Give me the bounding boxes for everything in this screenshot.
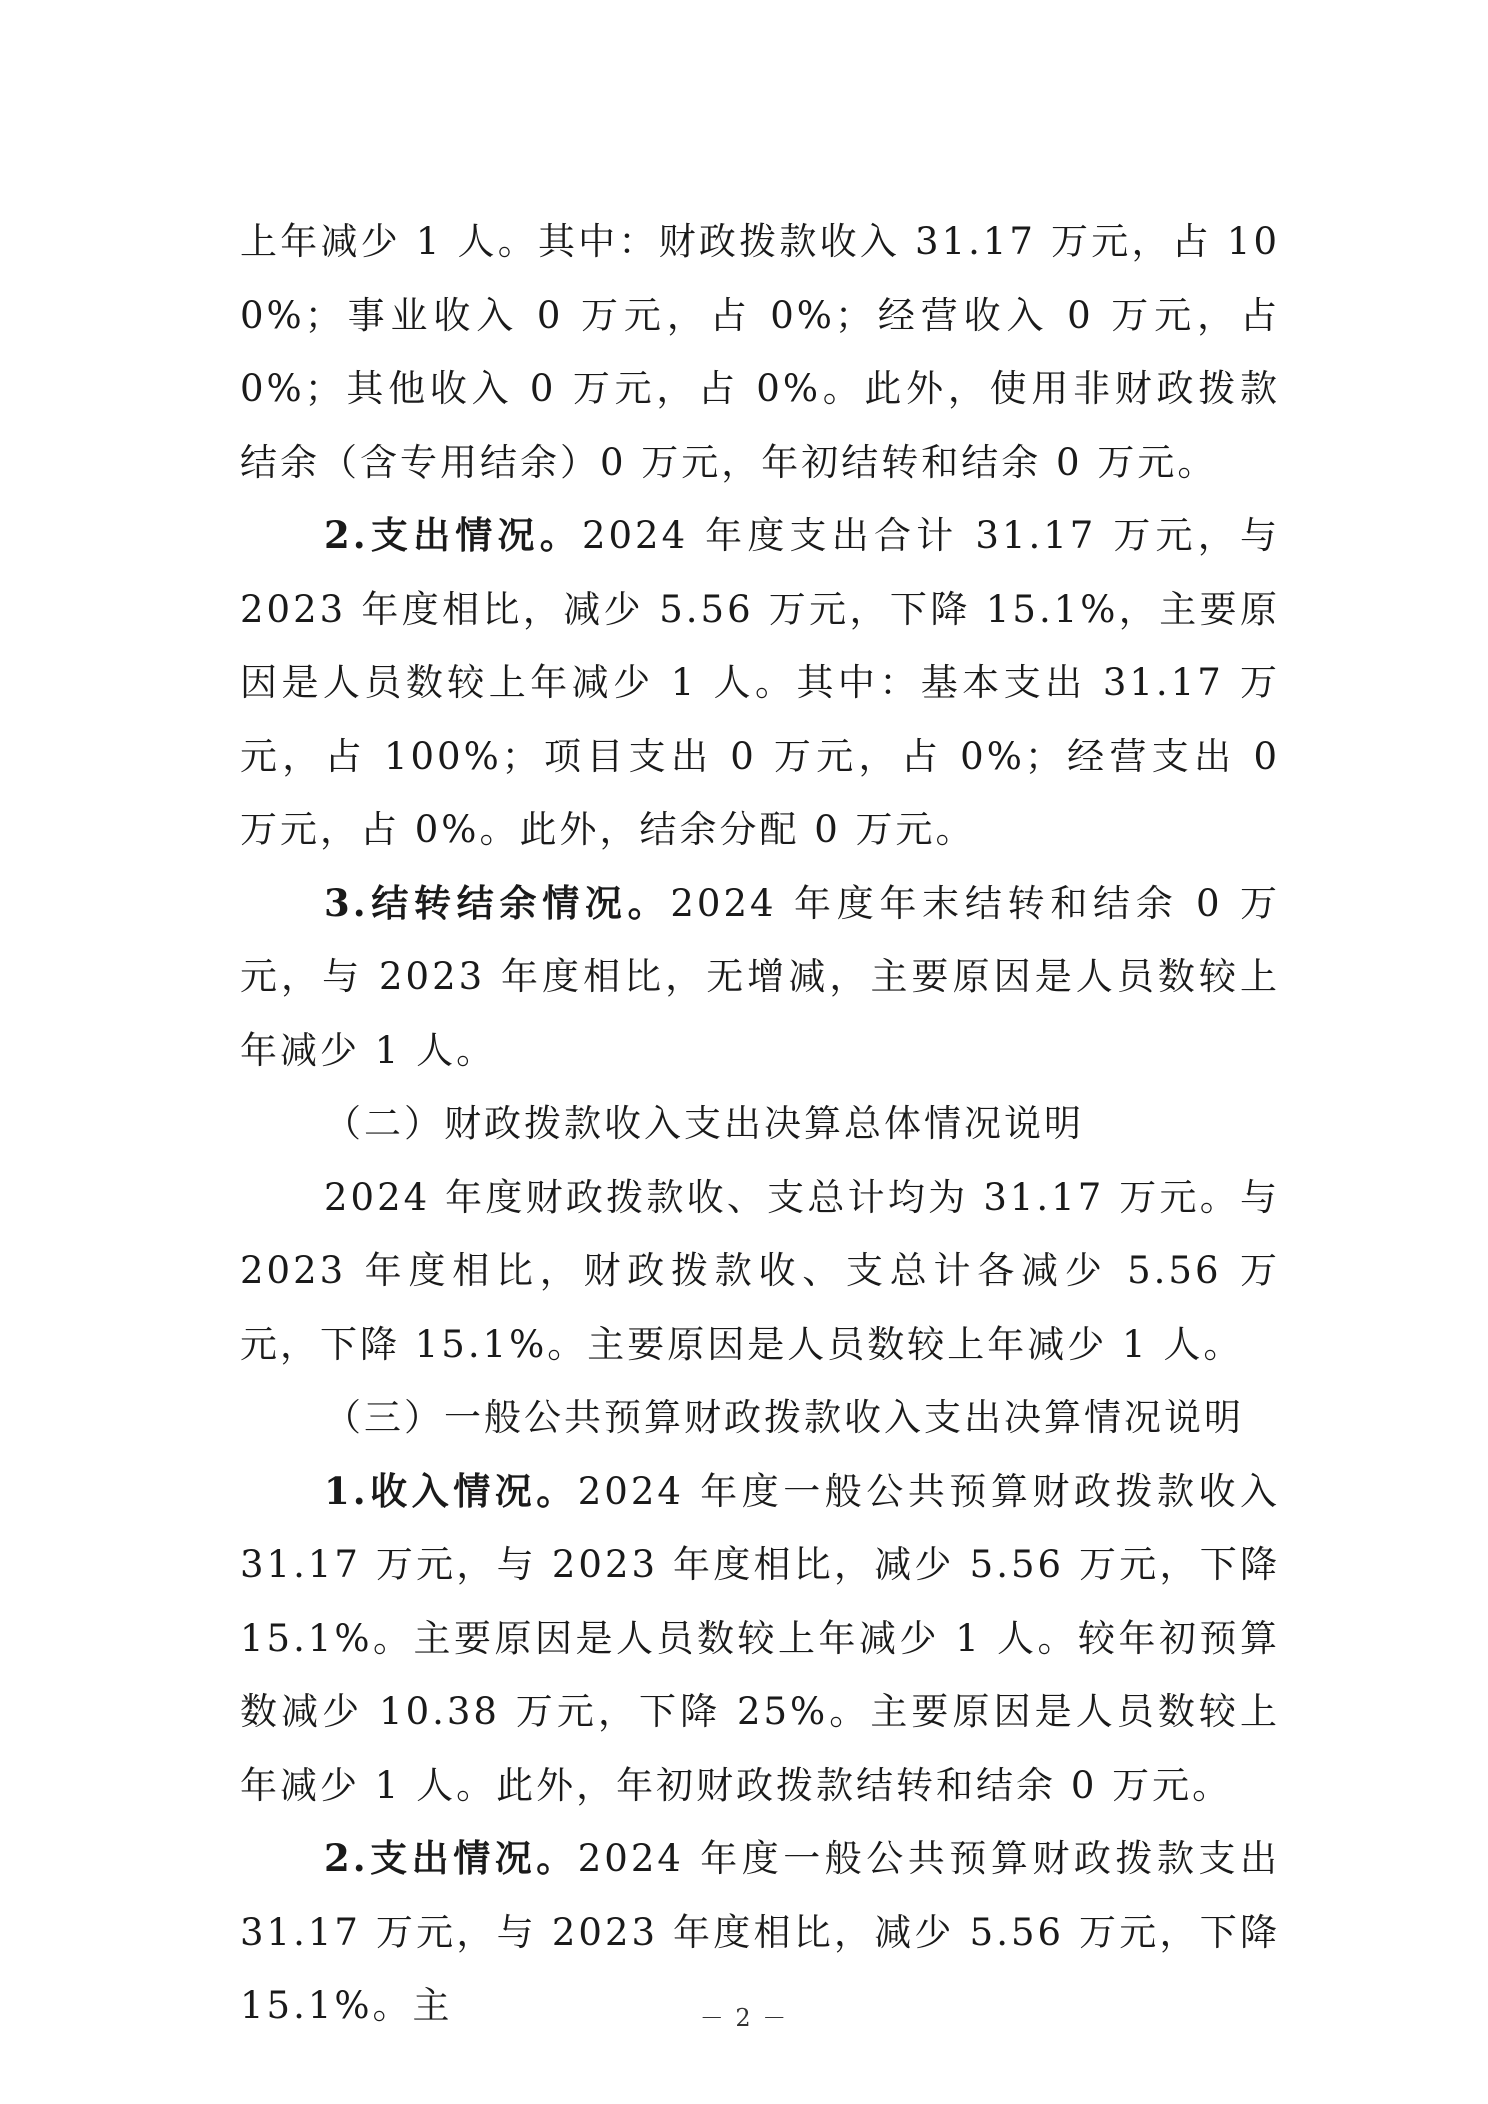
paragraph-lead-public-income: 1.收入情况。	[324, 1468, 578, 1513]
paragraph-public-budget-income	[240, 1455, 1280, 1823]
paragraph-fiscal-total: 2024 年度财政拨款收、支总计均为 31.17 万元。与 2023 年度相比，财政拨款收、支总计各减少 5.56 万元，下降 15.1%。主要原因是人员数较上年减少 1 人。	[240, 1175, 1280, 1366]
paragraph-text-carryover: 2024 年度年末结转和结余 0 万元，与 2023 年度相比，无增减，主要原因是人员数较上年减少 1 人。	[240, 881, 1280, 1072]
paragraph-text-expenditure: 2024 年度支出合计 31.17 万元，与 2023 年度相比，减少 5.56 万元，下降 15.1%，主要原因是人员数较上年减少 1 人。其中：基本支出 31.17 万元，占 100%；项目支出 0 万元，占 0%；经营支出 0 万元，占 0%。此外，结余分配 0 万元。	[240, 514, 1280, 851]
paragraph-text-public-expenditure: 2024 年度一般公共预算财政拨款支出 31.17 万元，与 2023 年度相比，减少 5.56 万元，下降 15.1%。主	[240, 1837, 1280, 2027]
section-heading-2: （二）财政拨款收入支出决算总体情况说明	[324, 1102, 1084, 1145]
paragraph-lead-public-expenditure: 2.支出情况。	[324, 1836, 578, 1880]
paragraph-carryover	[240, 867, 1280, 1088]
paragraph-expenditure	[240, 499, 1280, 867]
paragraph-text-public-income: 2024 年度一般公共预算财政拨款收入 31.17 万元，与 2023 年度相比，减少 5.56 万元，下降 15.1%。主要原因是人员数较上年减少 1 人。较年初预算数减少 10.38 万元，下降 25%。主要原因是人员数较上年减少 1 人。此外，年初财政拨款结转和结余 0 万元。	[240, 1469, 1280, 1807]
section-heading-3: （三）一般公共预算财政拨款收入支出决算情况说明	[324, 1396, 1244, 1439]
paragraph-lead-expenditure: 2.支出情况。	[324, 513, 582, 557]
paragraph-income-continued: 上年减少 1 人。其中：财政拨款收入 31.17 万元，占 100%；事业收入 0 万元，占 0%；经营收入 0 万元，占 0%；其他收入 0 万元，占 0%。此外，使用非财政拨款结余（含专用结余）0 万元，年初结转和结余 0 万元。	[240, 220, 1280, 484]
paragraph-lead-carryover: 3.结转结余情况。	[324, 880, 671, 925]
page-number: － 2 －	[699, 2004, 789, 2032]
document-body	[240, 205, 1280, 2043]
